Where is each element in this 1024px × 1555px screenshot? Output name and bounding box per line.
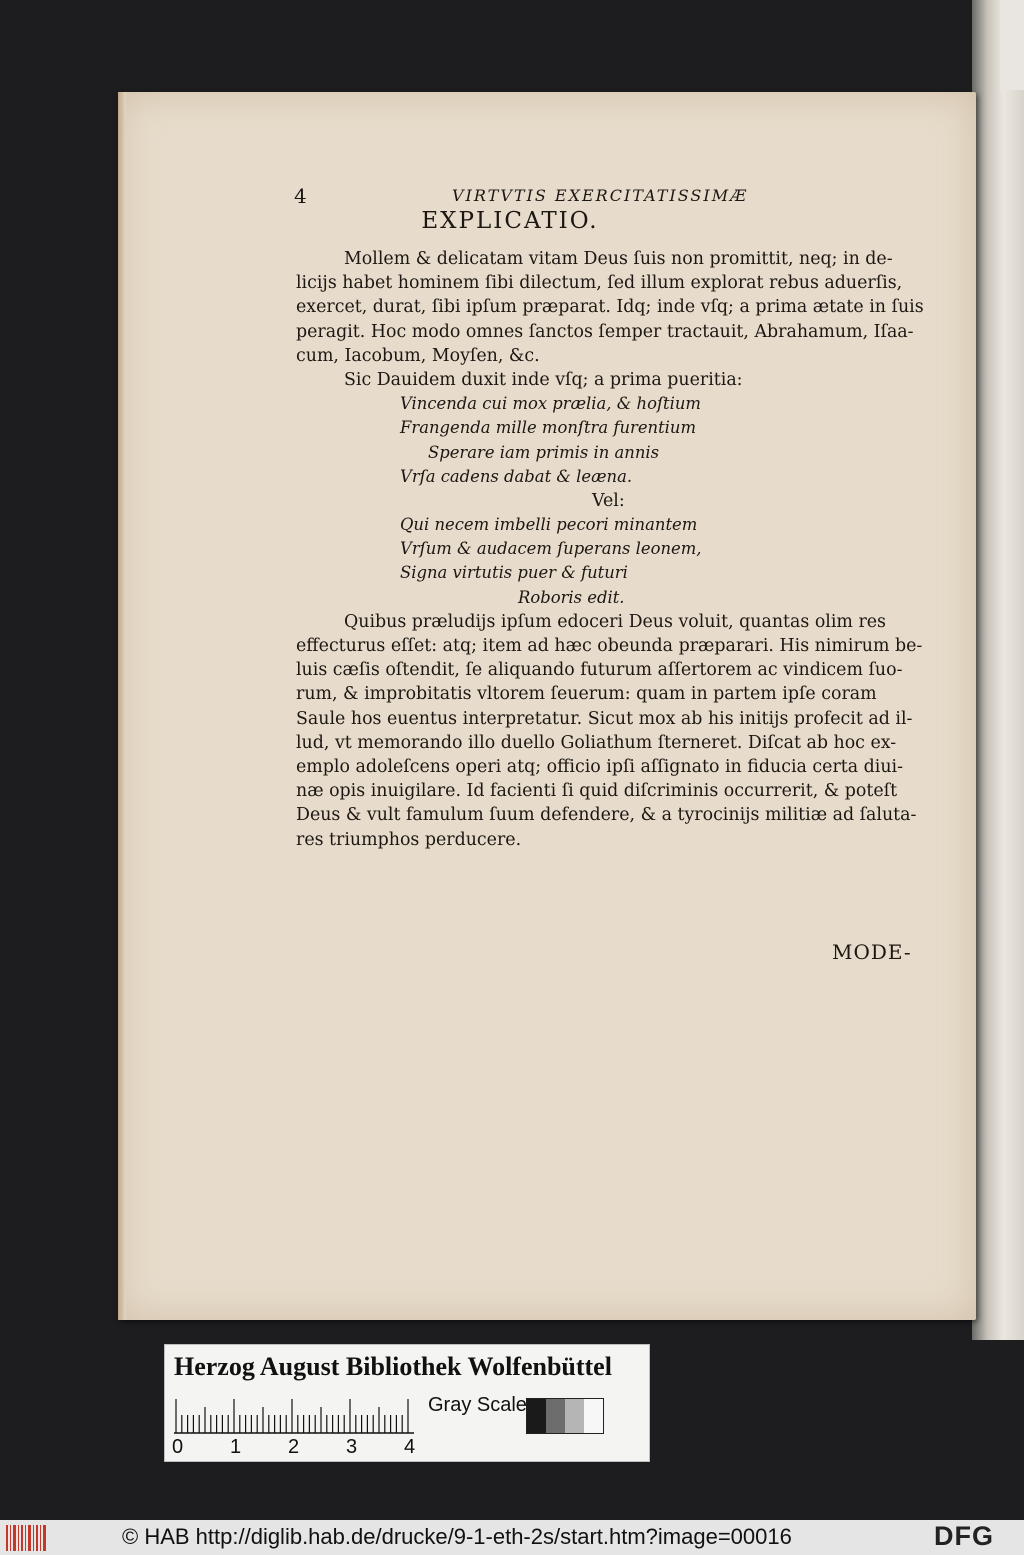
verse-line: Vrſa cadens dabat & leæna.	[400, 466, 633, 486]
text-line: Deus & vult famulum ſuum defendere, & a tyrocinijs militiæ ad ſaluta-	[296, 805, 917, 826]
page-left-edge	[118, 92, 126, 1320]
text-line: emplo adoleſcens operi atq; officio ipſi aſſignato in fiducia certa diui-	[296, 756, 903, 777]
text-line: luis cæſis oſtendit, ſe aliquando futurum aſſertorem ac vindicem ſuo-	[296, 660, 903, 681]
text-line: cum, Iacobum, Moyſen, &c.	[296, 345, 540, 366]
verse-line: Sperare iam primis in annis	[428, 442, 660, 462]
verse-line: Signa virtutis puer & futuri	[400, 563, 628, 583]
adjacent-page-edge	[972, 0, 1024, 1340]
text-line: Mollem & delicatam vitam Deus ſuis non promittit, neq; in de-	[344, 249, 893, 269]
running-head: VIRTVTIS EXERCITATISSIMÆ	[452, 186, 749, 205]
dfg-logo: DFG	[934, 1521, 994, 1551]
catchword: MODE-	[832, 940, 912, 964]
library-name: Herzog August Bibliothek Wolfenbüttel	[174, 1352, 612, 1381]
text-line: næ opis inuigilare. Id facienti ſi quid diſcriminis occurrerit, & poteſt	[296, 781, 898, 802]
ruler-number: 0	[172, 1436, 184, 1458]
verse-line: Vincenda cui mox prælia, & hoſtium	[400, 394, 701, 414]
section-title: EXPLICATIO.	[421, 208, 599, 234]
verse-line: Frangenda mille monſtra furentium	[400, 418, 697, 438]
vel-line: Vel:	[592, 490, 625, 511]
text-line: Sic Dauidem duxit inde vſq; a prima pueritia:	[344, 369, 743, 390]
adjacent-page-corner	[1000, 0, 1024, 90]
text-line: effecturus eſſet: atq; item ad hæc obeunda præparari. His nimirum be-	[296, 636, 923, 656]
text-line: Quibus præludijs ipſum edoceri Deus voluit, quantas olim res	[344, 611, 886, 632]
verse-line: Qui necem imbelli pecori minantem	[400, 515, 698, 535]
gray-scale-label: Gray Scale	[428, 1394, 527, 1416]
source-link[interactable]: © HAB http://diglib.hab.de/drucke/9-1-eth-2s/start.htm?image=00016	[122, 1524, 792, 1549]
page-number: 4	[294, 184, 307, 208]
text-line: lud, vt memorando illo duello Goliathum ſterneret. Diſcat ab hoc ex-	[296, 732, 897, 753]
gray-scale-swatch	[526, 1398, 604, 1434]
ruler-number: 2	[288, 1436, 300, 1458]
barcode-icon	[6, 1525, 48, 1551]
verse-line: Roboris edit.	[518, 587, 625, 607]
ruler-scale	[174, 1398, 414, 1434]
page-body	[296, 247, 924, 852]
ruler-number: 4	[404, 1436, 416, 1458]
ruler-number: 3	[346, 1436, 358, 1458]
text-line: exercet, durat, ſibi ipſum præparat. Idq; inde vſq; a prima ætate in ſuis	[296, 297, 924, 318]
text-line: peragit. Hoc modo omnes ſanctos ſemper tractauit, Abrahamum, Iſaa-	[296, 321, 914, 342]
text-line: rum, & improbitatis vltorem ſeuerum: quam in partem ipſe coram	[296, 684, 877, 705]
text-line: res triumphos perducere.	[296, 829, 522, 850]
ruler-number: 1	[230, 1436, 242, 1458]
verse-line: Vrſum & audacem ſuperans leonem,	[400, 539, 702, 559]
text-line: Saule hos euentus interpretatur. Sicut mox ab his initijs profecit ad il-	[296, 708, 913, 729]
text-line: licijs habet hominem ſibi dilectum, ſed illum explorat rebus aduerſis,	[296, 273, 903, 294]
